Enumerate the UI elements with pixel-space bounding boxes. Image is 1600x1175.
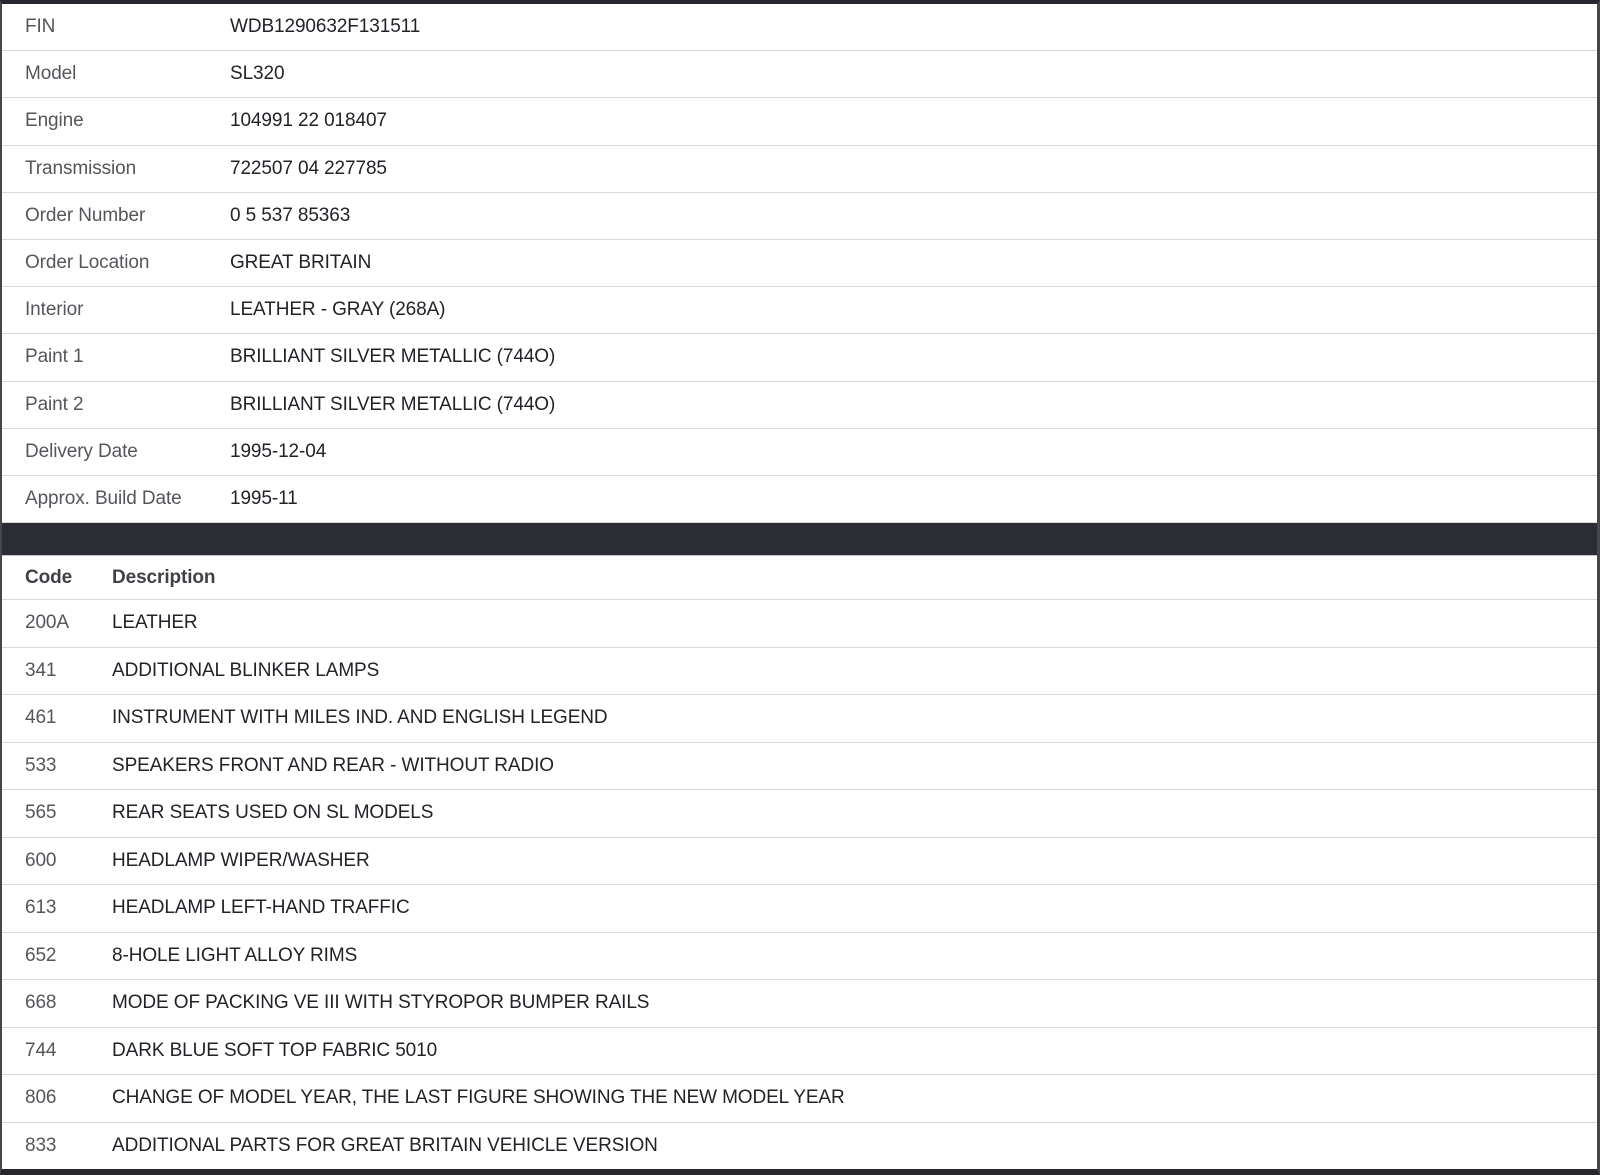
option-code-row: [2, 838, 1597, 886]
info-label: Interior: [25, 299, 84, 321]
option-description: DARK BLUE SOFT TOP FABRIC 5010: [112, 1039, 438, 1061]
codes-table-header: [2, 556, 1597, 600]
info-value: 1995-12-04: [230, 440, 327, 462]
option-description: CHANGE OF MODEL YEAR, THE LAST FIGURE SHOWING THE NEW MODEL YEAR: [112, 1087, 845, 1109]
vehicle-info-row: [2, 429, 1597, 476]
option-code-row: [2, 600, 1597, 648]
info-label: Model: [25, 63, 77, 85]
option-code: 461: [25, 707, 57, 729]
option-code-row: [2, 743, 1597, 791]
option-code-row: [2, 885, 1597, 933]
option-description: LEATHER: [112, 612, 198, 634]
codes-table-body: [2, 600, 1597, 1169]
info-value: BRILLIANT SILVER METALLIC (744O): [230, 346, 556, 368]
vehicle-info-row: [2, 98, 1597, 145]
info-value: WDB1290632F131511: [230, 16, 421, 38]
vehicle-info-row: [2, 334, 1597, 381]
option-code: 806: [25, 1087, 57, 1109]
option-code-row: [2, 980, 1597, 1028]
option-code: 744: [25, 1039, 57, 1061]
info-value: GREAT BRITAIN: [230, 252, 372, 274]
option-code-row: [2, 790, 1597, 838]
option-description: HEADLAMP WIPER/WASHER: [112, 849, 370, 871]
info-label: Paint 2: [25, 393, 84, 415]
info-value: 1995-11: [230, 487, 298, 509]
option-description: ADDITIONAL BLINKER LAMPS: [112, 659, 380, 681]
vehicle-info-row: [2, 382, 1597, 429]
vehicle-info-row: [2, 287, 1597, 334]
vehicle-info-row: [2, 146, 1597, 193]
option-description: ADDITIONAL PARTS FOR GREAT BRITAIN VEHICLE VERSION: [112, 1134, 658, 1156]
info-label: Order Location: [25, 252, 150, 274]
option-code: 341: [25, 659, 57, 681]
description-column-header: Description: [112, 566, 216, 588]
option-code-row: [2, 648, 1597, 696]
vehicle-info-row: [2, 51, 1597, 98]
info-value: SL320: [230, 63, 285, 85]
info-value: BRILLIANT SILVER METALLIC (744O): [230, 393, 556, 415]
option-description: REAR SEATS USED ON SL MODELS: [112, 802, 434, 824]
vehicle-info-row: [2, 4, 1597, 51]
info-label: Delivery Date: [25, 440, 138, 462]
info-value: 0 5 537 85363: [230, 204, 351, 226]
option-code-row: [2, 1123, 1597, 1170]
info-label: Engine: [25, 110, 84, 132]
info-value: LEATHER - GRAY (268A): [230, 299, 446, 321]
vehicle-info-row: [2, 476, 1597, 523]
option-code: 200A: [25, 612, 69, 634]
code-column-header: Code: [25, 566, 73, 588]
section-divider-band: [2, 523, 1597, 556]
option-description: MODE OF PACKING VE III WITH STYROPOR BUMPER RAILS: [112, 992, 650, 1014]
option-description: 8-HOLE LIGHT ALLOY RIMS: [112, 944, 358, 966]
option-code: 565: [25, 802, 57, 824]
option-description: SPEAKERS FRONT AND REAR - WITHOUT RADIO: [112, 754, 554, 776]
option-code: 668: [25, 992, 57, 1014]
info-value: 104991 22 018407: [230, 110, 387, 132]
option-code: 613: [25, 897, 57, 919]
info-label: Paint 1: [25, 346, 84, 368]
option-code-row: [2, 1028, 1597, 1076]
option-code-row: [2, 933, 1597, 981]
info-label: Transmission: [25, 157, 137, 179]
vehicle-info-row: [2, 193, 1597, 240]
info-value: 722507 04 227785: [230, 157, 387, 179]
option-codes-table: [2, 556, 1597, 1169]
option-code-row: [2, 1075, 1597, 1123]
option-code: 652: [25, 944, 57, 966]
vehicle-info-row: [2, 240, 1597, 287]
option-description: HEADLAMP LEFT-HAND TRAFFIC: [112, 897, 410, 919]
option-description: INSTRUMENT WITH MILES IND. AND ENGLISH LEGEND: [112, 707, 608, 729]
option-code-row: [2, 695, 1597, 743]
info-label: FIN: [25, 16, 56, 38]
option-code: 533: [25, 754, 57, 776]
vehicle-info-table: [2, 4, 1597, 523]
option-code: 833: [25, 1134, 57, 1156]
info-label: Approx. Build Date: [25, 487, 182, 509]
info-label: Order Number: [25, 204, 146, 226]
option-code: 600: [25, 849, 57, 871]
